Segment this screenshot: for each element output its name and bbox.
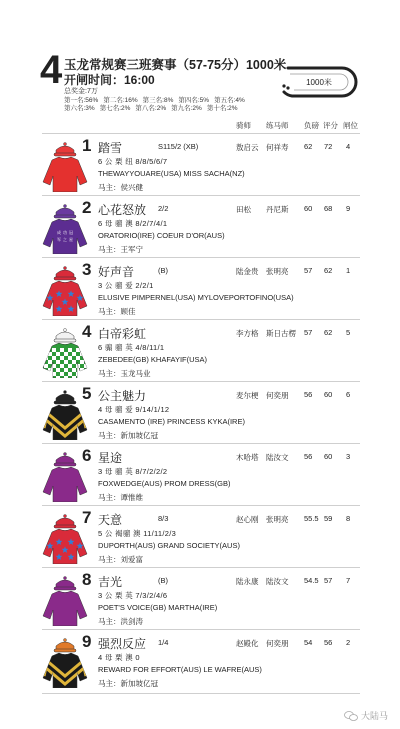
rating-value: 57	[324, 576, 333, 585]
gate-value: 5	[346, 328, 351, 337]
svg-text:冠: 冠	[69, 230, 73, 235]
track-distance-label: 1000米	[306, 78, 332, 87]
svg-text:成: 成	[57, 230, 61, 235]
rating-value: 60	[324, 452, 333, 461]
horse-profile: 3 公 骝 爱 2/2/1	[98, 281, 154, 290]
horse-pedigree: THEWAYYOUARE(USA) MISS SACHA(NZ)	[98, 169, 245, 178]
draw-info: (B)	[158, 266, 168, 275]
horse-profile: 6 母 骝 澳 8/2/7/4/1	[98, 219, 168, 228]
start-time: 开闸时间：16:00	[64, 73, 155, 87]
trainer-name: 陆汝文	[266, 453, 289, 462]
list-bottom-divider	[42, 693, 360, 694]
horse-pedigree: CASAMENTO (IRE) PRINCESS KYKA(IRE)	[98, 417, 245, 426]
horse-owner: 马主：顾佳	[98, 307, 136, 316]
svg-text:功: 功	[63, 230, 67, 235]
weight-value: 57	[304, 328, 313, 337]
trainer-name: 何奕朋	[266, 639, 289, 648]
jockey-name: 赵心刚	[236, 515, 259, 524]
runner-number: 1	[82, 136, 92, 155]
prize-item: 第二名:16%	[103, 97, 138, 104]
race-title: 玉龙常规赛三班赛事（57-75分）1000米	[64, 58, 287, 72]
rating-value: 68	[324, 204, 333, 213]
weight-value: 57	[304, 266, 313, 275]
col-trainer: 练马师	[266, 121, 289, 130]
horse-name: 吉光	[98, 575, 123, 589]
horse-owner: 马主：玉龙马业	[98, 369, 151, 378]
runner-number: 2	[82, 198, 92, 217]
rating-value: 62	[324, 266, 333, 275]
runner-number: 7	[82, 508, 92, 527]
horse-profile: 6 公 栗 纽 8/8/5/6/7	[98, 157, 168, 166]
col-weight: 负磅	[304, 121, 319, 130]
horse-pedigree: POET'S VOICE(GB) MARTHA(IRE)	[98, 603, 218, 612]
gate-value: 3	[346, 452, 351, 461]
horse-name: 心花怒放	[98, 203, 147, 217]
weight-value: 54	[304, 638, 313, 647]
runner-number: 9	[82, 632, 92, 651]
draw-info: S115/2 (XB)	[158, 142, 199, 151]
jockey-name: 木哈塔	[236, 453, 259, 462]
horse-name: 强烈反应	[98, 637, 147, 651]
horse-name: 天意	[98, 513, 123, 527]
prize-item: 第九名:2%	[171, 105, 202, 112]
horse-profile: 4 母 栗 澳 0	[98, 653, 140, 662]
horse-owner: 马主：新加坡亿冠	[98, 431, 158, 440]
rating-value: 72	[324, 142, 333, 151]
runner-number: 6	[82, 446, 92, 465]
prize-item: 第一名:56%	[64, 97, 99, 104]
rating-value: 62	[324, 328, 333, 337]
runner-row	[42, 567, 360, 630]
prize-item: 第三名:8%	[142, 97, 174, 104]
runner-row	[42, 195, 360, 258]
runner-row	[42, 257, 360, 320]
weight-value: 60	[304, 204, 313, 213]
weight-value: 62	[304, 142, 313, 151]
col-gate: 闸位	[343, 121, 358, 130]
rating-value: 60	[324, 390, 333, 399]
runner-row	[42, 319, 360, 382]
gate-value: 8	[346, 514, 351, 523]
weight-value: 56	[304, 452, 313, 461]
prize-item: 第六名:3%	[64, 105, 95, 112]
horse-name: 星途	[98, 451, 123, 465]
svg-text:星: 星	[69, 237, 73, 242]
horse-pedigree: DUPORTH(AUS) GRAND SOCIETY(AUS)	[98, 541, 240, 550]
gate-value: 6	[346, 390, 351, 399]
prize-total: 总奖金:7万	[64, 88, 98, 95]
rating-value: 59	[324, 514, 333, 523]
trainer-name: 何祥寿	[266, 143, 289, 152]
horse-pedigree: FOXWEDGE(AUS) PROM DRESS(GB)	[98, 479, 231, 488]
horse-profile: 5 公 褐骝 澳 11/11/2/3	[98, 529, 177, 538]
horse-owner: 马主：洪剑涛	[98, 617, 143, 626]
gate-value: 9	[346, 204, 351, 213]
draw-info: 1/4	[158, 638, 169, 647]
jockey-name: 赵殿化	[236, 639, 259, 648]
runner-number: 8	[82, 570, 92, 589]
horse-owner: 马主：侯兴健	[98, 183, 143, 192]
gate-value: 1	[346, 266, 351, 275]
gate-value: 2	[346, 638, 351, 647]
rating-value: 56	[324, 638, 333, 647]
track-diagram	[274, 62, 358, 102]
watermark-text: 大陆马	[360, 711, 388, 721]
horse-owner: 马主：王军宁	[98, 245, 143, 254]
svg-text:之: 之	[63, 237, 67, 242]
trainer-name: 丹尼斯	[266, 205, 289, 214]
prize-item: 第八名:2%	[135, 105, 167, 112]
race-number: 4	[40, 48, 63, 92]
runner-number: 4	[82, 322, 92, 341]
runner-row	[42, 133, 360, 196]
prize-item: 第七名:2%	[99, 105, 131, 112]
runner-row	[42, 443, 360, 506]
weight-value: 54.5	[304, 576, 319, 585]
col-rating: 评分	[323, 121, 338, 130]
horse-name: 踏雪	[98, 141, 123, 155]
horse-owner: 马主：谭惟维	[98, 493, 143, 502]
horse-pedigree: ZEBEDEE(GB) KHAFAYIF(USA)	[98, 355, 208, 364]
jockey-name: 敖启云	[236, 143, 259, 152]
runner-row	[42, 629, 360, 692]
jockey-name: 李方格	[236, 329, 259, 338]
horse-name: 公主魅力	[98, 389, 147, 403]
trainer-name: 张明亮	[266, 267, 289, 276]
prize-row-2	[64, 103, 243, 112]
gate-value: 4	[346, 142, 351, 151]
draw-info: 2/2	[158, 204, 169, 213]
horse-name: 白帝彩虹	[98, 327, 147, 341]
weight-value: 55.5	[304, 514, 319, 523]
jockey-name: 陆金贵	[236, 267, 259, 276]
trainer-name: 何奕朋	[266, 391, 289, 400]
jockey-name: 陆永康	[236, 577, 259, 586]
horse-pedigree: ORATORIO(IRE) COEUR D'OR(AUS)	[98, 231, 225, 240]
horse-owner: 马主：新加坡亿冠	[98, 679, 158, 688]
horse-profile: 4 母 骝 爱 9/14/1/12	[98, 405, 170, 414]
race-header	[0, 0, 400, 130]
weight-value: 56	[304, 390, 313, 399]
horse-profile: 3 公 栗 英 7/3/2/4/6	[98, 591, 168, 600]
horse-profile: 6 骟 骝 英 4/8/11/1	[98, 343, 165, 352]
trainer-name: 张明亮	[266, 515, 289, 524]
prize-item: 第五名:4%	[214, 97, 245, 104]
horse-pedigree: ELUSIVE PIMPERNEL(USA) MYLOVEPORTOFINO(USA)	[98, 293, 294, 302]
runner-number: 3	[82, 260, 92, 279]
jockey-name: 麦尔梗	[236, 391, 259, 400]
prize-item: 第四名:5%	[178, 97, 210, 104]
wechat-icon	[344, 711, 358, 721]
runner-row	[42, 505, 360, 568]
watermark	[344, 709, 388, 722]
runner-number: 5	[82, 384, 92, 403]
horse-name: 好声音	[98, 265, 135, 279]
svg-text:军: 军	[57, 237, 61, 242]
runner-row	[42, 381, 360, 444]
trainer-name: 斯日古楞	[266, 329, 296, 338]
jockey-name: 田松	[236, 205, 251, 214]
gate-value: 7	[346, 576, 351, 585]
draw-info: 8/3	[158, 514, 169, 523]
horse-owner: 马主：刘爱富	[98, 555, 143, 564]
horse-pedigree: REWARD FOR EFFORT(AUS) LE WAFRE(AUS)	[98, 665, 262, 674]
col-jockey: 骑师	[236, 121, 251, 130]
trainer-name: 陆汝文	[266, 577, 289, 586]
horse-profile: 3 母 骝 英 8/7/2/2/2	[98, 467, 168, 476]
draw-info: (B)	[158, 576, 168, 585]
prize-item: 第十名:2%	[206, 105, 238, 112]
